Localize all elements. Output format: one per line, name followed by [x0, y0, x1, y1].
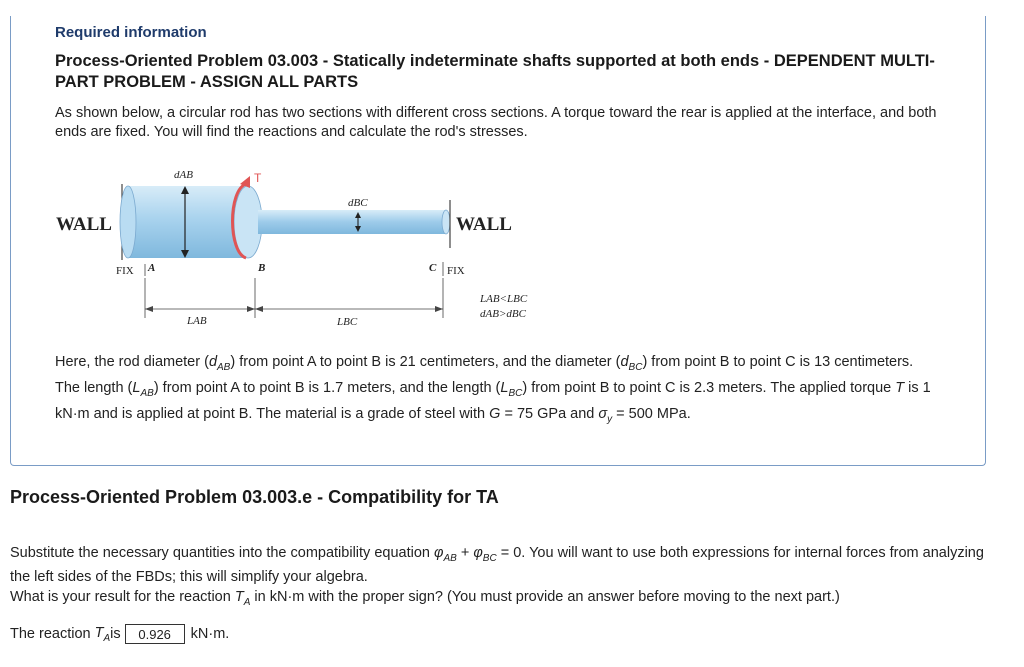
given-text-2: ) from point A to point B is 21 centimeters, and the diameter ( — [230, 354, 621, 370]
question-text-1: Substitute the necessary quantities into the compatibility equation — [10, 545, 434, 561]
point-c-label: C — [429, 262, 437, 274]
shaft-diagram — [50, 162, 550, 342]
right-wall-label: WALL — [456, 214, 512, 235]
question-text: Substitute the necessary quantities into the compatibility equation $\varphi_{AB} + \varphi_{BC} = 0$. You will want to use both expressions for internal forces from analyzing the left sides of the FBDs; this will simplify your algebra. What is your result for the reaction $T_A$ in kN·m with the proper sign? (You must provide an answer before moving to the next part.) — [10, 545, 984, 608]
answer-prefix: The reaction — [10, 626, 95, 642]
required-info-label: Required information — [55, 24, 207, 41]
given-text-5: ) from point A to point B is 1.7 meters, and the length ( — [153, 379, 501, 396]
given-text-7: is 1 kN·m and is applied at point B. The material is a grade of steel with — [55, 379, 931, 422]
relation-length: LAB<LBC — [480, 293, 528, 305]
point-b-label: B — [258, 262, 266, 274]
l-ab-symbol: $L_{AB}$ — [132, 379, 154, 399]
d-bc-label: dBC — [348, 197, 368, 209]
l-bc-symbol: $L_{BC}$ — [500, 379, 523, 399]
given-text-8: = 75 GPa and — [500, 405, 599, 422]
question-text-4: in kN·m with the proper sign? (You must provide an answer before moving to the next part.) — [250, 588, 840, 605]
lbc-arrow-right — [435, 306, 443, 312]
problem-intro: As shown below, a circular rod has two sections with different cross sections. A torque toward the rear is applied at the interface, and both ends are fixed. You will find the reactions and calculate the rod's stresses. — [55, 105, 937, 140]
sigma-y-symbol: $\sigma_y$ — [598, 405, 613, 425]
lbc-arrow-left — [255, 306, 263, 312]
l-bc-label: LBC — [337, 316, 358, 328]
phi-ab-symbol: $\varphi_{AB}$ — [433, 545, 457, 564]
fix-right-label: FIX — [447, 265, 465, 277]
g-symbol: G — [489, 405, 501, 422]
answer-ta-symbol: $T_A$ — [94, 624, 111, 644]
shaft-bc — [258, 210, 446, 234]
answer-unit: kN·m. — [190, 626, 230, 642]
given-text-9: = 500 MPa. — [612, 405, 691, 422]
fix-left-label: FIX — [116, 265, 134, 277]
left-wall-label: WALL — [56, 214, 112, 235]
point-a-label: A — [148, 262, 156, 274]
part-title: Process-Oriented Problem 03.003.e - Compatibility for TA — [10, 487, 499, 507]
given-text-4: The length ( — [55, 379, 133, 396]
ta-symbol: $T_A$ — [234, 588, 251, 608]
shaft-bc-right-end — [442, 210, 450, 234]
l-ab-label: LAB — [187, 315, 207, 327]
lab-arrow-left — [145, 306, 153, 312]
lab-arrow-right — [247, 306, 255, 312]
torque-label: T — [254, 171, 262, 185]
shaft-ab — [128, 186, 248, 258]
phi-bc-symbol: $\varphi_{BC}$ — [473, 545, 497, 564]
d-ab-symbol: $d_{AB}$ — [208, 354, 231, 373]
question-text-3: What is your result for the reaction — [10, 588, 235, 605]
given-text-6: ) from point B to point C is 2.3 meters. The applied torque — [522, 379, 896, 396]
d-ab-label: dAB — [174, 169, 193, 181]
d-bc-symbol: $d_{BC}$ — [620, 354, 643, 373]
t-symbol: T — [895, 379, 905, 396]
problem-title: Process-Oriented Problem 03.003 - Statically indeterminate shafts supported at both ends - DEPENDENT MULTI-PART PROBLEM - ASSIGN ALL PARTS — [55, 52, 935, 91]
question-text-2: = 0. You will want to use both expressions for internal forces from analyzing the left sides of the FBDs; this will simplify your algebra. — [10, 545, 984, 586]
shaft-ab-left-end — [120, 186, 136, 258]
given-text-3: ) from point B to point C is 13 centimeters. — [642, 354, 914, 370]
answer-row — [10, 624, 229, 644]
answer-mid: is — [110, 626, 121, 642]
relation-diameter: dAB>dBC — [480, 308, 526, 320]
reaction-ta-answer-field[interactable]: 0.926 — [125, 624, 185, 644]
given-text-1: Here, the rod diameter ( — [55, 354, 209, 370]
given-values — [55, 352, 960, 430]
